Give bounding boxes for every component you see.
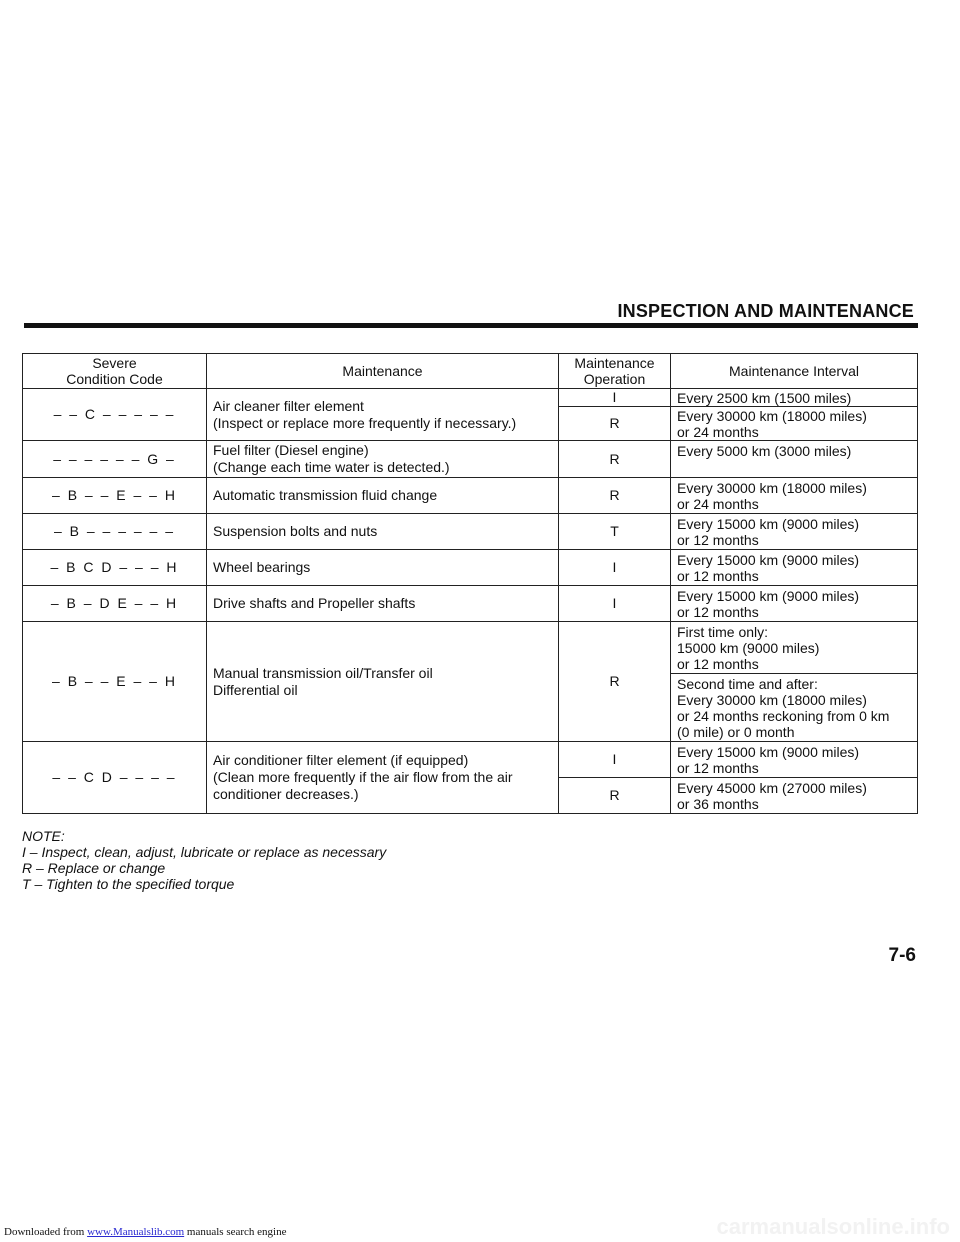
- condition-code-cell: – B – – – – – –: [23, 514, 207, 550]
- table-row: [23, 550, 918, 586]
- condition-code-cell: – B – D E – – H: [23, 586, 207, 622]
- table-row: [23, 622, 918, 674]
- interval-cell: Every 15000 km (9000 miles) or 12 months: [671, 742, 918, 778]
- operation-cell: R: [559, 778, 671, 814]
- condition-code-cell: – B C D – – – H: [23, 550, 207, 586]
- condition-code-cell: – – C D – – – –: [23, 742, 207, 814]
- header-rule: [24, 323, 918, 328]
- manualslib-link[interactable]: www.Manualslib.com: [87, 1226, 185, 1238]
- note-title: NOTE:: [22, 828, 65, 844]
- maintenance-cell: Air cleaner filter element (Inspect or replace more frequently if necessary.): [207, 389, 559, 441]
- operation-cell: I: [559, 586, 671, 622]
- note-line: R – Replace or change: [22, 860, 166, 876]
- maintenance-cell: Fuel filter (Diesel engine) (Change each time water is detected.): [207, 441, 559, 478]
- condition-code-cell: – – C – – – – –: [23, 389, 207, 441]
- operation-cell: R: [559, 478, 671, 514]
- page-header-title: INSPECTION AND MAINTENANCE: [617, 301, 914, 321]
- maintenance-cell: Drive shafts and Propeller shafts: [207, 586, 559, 622]
- maintenance-cell: Air conditioner filter element (if equipped) (Clean more frequently if the air flow from the air conditioner decreases.): [207, 742, 559, 814]
- footer-prefix: Downloaded from: [4, 1226, 88, 1238]
- download-footer: [4, 1226, 286, 1238]
- note-block: [22, 828, 386, 892]
- header-maintenance: Maintenance: [207, 354, 559, 389]
- interval-cell: Every 30000 km (18000 miles) or 24 months: [671, 407, 918, 441]
- interval-cell: First time only: 15000 km (9000 miles) or 12 months: [671, 622, 918, 674]
- table-row: [23, 586, 918, 622]
- table-row: [23, 478, 918, 514]
- note-line: I – Inspect, clean, adjust, lubricate or replace as necessary: [22, 844, 387, 860]
- maintenance-cell: Suspension bolts and nuts: [207, 514, 559, 550]
- maintenance-cell: Wheel bearings: [207, 550, 559, 586]
- table-header-row: [23, 354, 918, 389]
- interval-cell: Every 5000 km (3000 miles): [671, 441, 918, 478]
- interval-cell: Every 15000 km (9000 miles) or 12 months: [671, 514, 918, 550]
- header-maintenance-interval: Maintenance Interval: [671, 354, 918, 389]
- operation-cell: R: [559, 407, 671, 441]
- operation-cell: T: [559, 514, 671, 550]
- header-maintenance-operation: Maintenance Operation: [559, 354, 671, 389]
- maintenance-cell: Manual transmission oil/Transfer oil Differential oil: [207, 622, 559, 742]
- header-severe-condition-code: Severe Condition Code: [23, 354, 207, 389]
- interval-cell: Every 2500 km (1500 miles): [671, 389, 918, 407]
- maintenance-table: [22, 353, 918, 814]
- table-row: [23, 389, 918, 407]
- operation-cell: R: [559, 622, 671, 742]
- table-row: [23, 742, 918, 778]
- condition-code-cell: – B – – E – – H: [23, 622, 207, 742]
- interval-cell: Every 30000 km (18000 miles) or 24 months: [671, 478, 918, 514]
- operation-cell: I: [559, 742, 671, 778]
- condition-code-cell: – B – – E – – H: [23, 478, 207, 514]
- note-line: T – Tighten to the specified torque: [22, 876, 235, 892]
- condition-code-cell: – – – – – – G –: [23, 441, 207, 478]
- operation-cell: I: [559, 550, 671, 586]
- interval-cell: Second time and after: Every 30000 km (18000 miles) or 24 months reckoning from 0 km (0 mile) or 0 month: [671, 674, 918, 742]
- interval-cell: Every 15000 km (9000 miles) or 12 months: [671, 586, 918, 622]
- page-number: 7-6: [888, 945, 916, 966]
- operation-cell: R: [559, 441, 671, 478]
- footer-suffix: manuals search engine: [184, 1226, 287, 1238]
- table-row: [23, 441, 918, 478]
- operation-cell: I: [559, 389, 671, 407]
- maintenance-cell: Automatic transmission fluid change: [207, 478, 559, 514]
- interval-cell: Every 15000 km (9000 miles) or 12 months: [671, 550, 918, 586]
- table-row: [23, 514, 918, 550]
- interval-cell: Every 45000 km (27000 miles) or 36 months: [671, 778, 918, 814]
- watermark: carmanualsonline.info: [716, 1214, 950, 1239]
